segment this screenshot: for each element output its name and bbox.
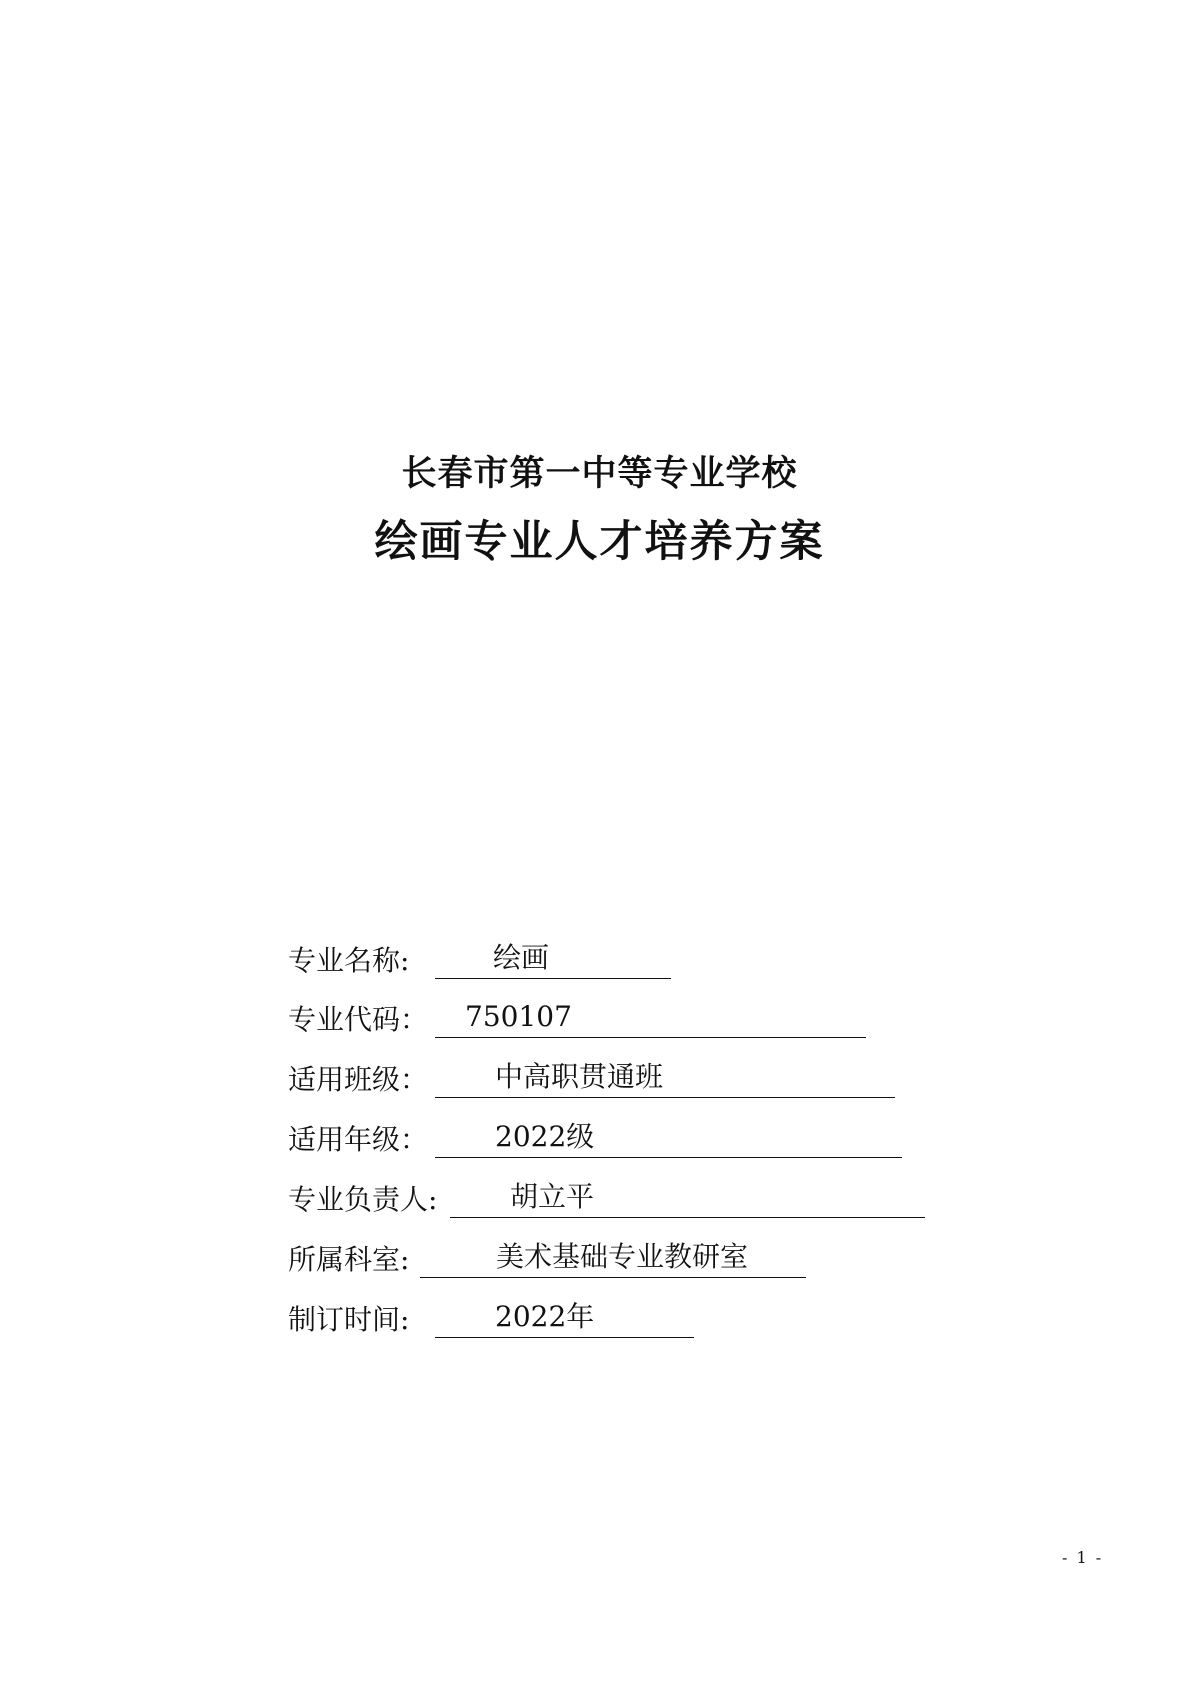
field-revision-time — [288, 1294, 595, 1338]
department-value: 美术基础专业教研室 — [496, 1240, 749, 1273]
department-value-line — [420, 1240, 806, 1278]
field-applicable-grade — [288, 1114, 595, 1158]
applicable-grade-label: 适用年级： — [288, 1123, 429, 1156]
revision-time-value-line — [435, 1300, 694, 1338]
major-name-value-line — [435, 941, 671, 979]
person-in-charge-label: 专业负责人: — [288, 1183, 438, 1216]
major-name-label: 专业名称: — [288, 944, 410, 977]
applicable-class-value-line — [435, 1060, 895, 1098]
field-person-in-charge — [288, 1174, 595, 1218]
revision-time-value: 2022年 — [495, 1300, 595, 1333]
major-name-value: 绘画 — [493, 941, 550, 974]
field-department — [288, 1234, 749, 1278]
person-in-charge-value-line — [450, 1180, 925, 1218]
person-in-charge-value: 胡立平 — [510, 1180, 595, 1213]
department-label: 所属科室: — [288, 1243, 410, 1276]
page-number: - 1 - — [1062, 1548, 1104, 1567]
revision-time-label: 制订时间: — [288, 1303, 410, 1336]
major-code-value: 750107 — [465, 1000, 572, 1033]
school-name: 长春市第一中等专业学校 — [401, 453, 798, 494]
plan-title: 绘画专业人才培养方案 — [374, 517, 825, 567]
applicable-class-value: 中高职贯通班 — [495, 1060, 664, 1093]
applicable-grade-value-line — [435, 1120, 902, 1158]
field-major-name — [288, 935, 550, 979]
field-applicable-class — [288, 1054, 664, 1098]
major-code-label: 专业代码： — [288, 1003, 429, 1036]
major-code-value-line — [435, 1000, 866, 1038]
applicable-grade-value: 2022级 — [495, 1120, 595, 1153]
applicable-class-label: 适用班级： — [288, 1063, 429, 1096]
field-major-code — [288, 994, 572, 1038]
